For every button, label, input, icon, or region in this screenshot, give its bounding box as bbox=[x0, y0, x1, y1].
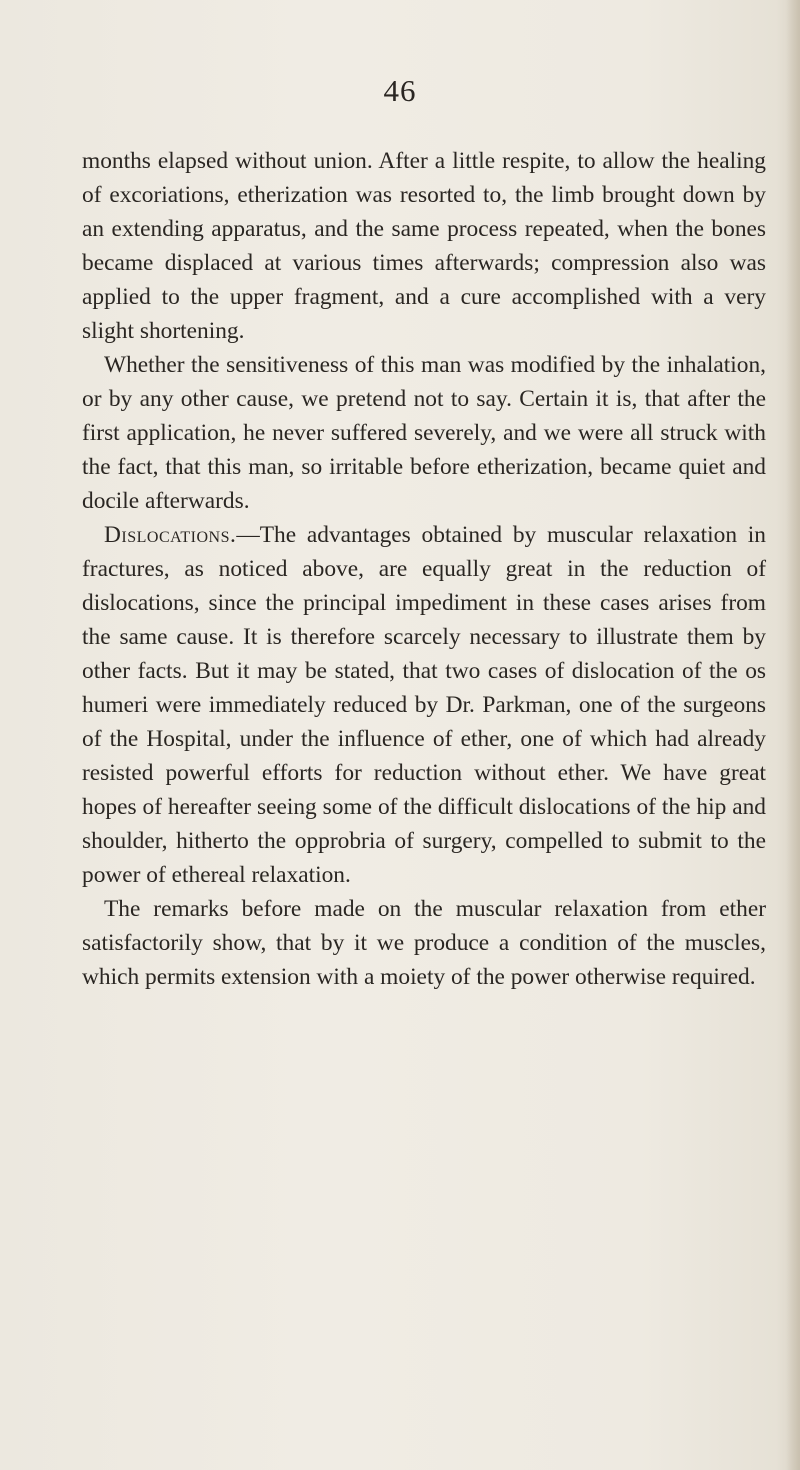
paragraph-text: Whether the sensitiveness of this man was modified by the inhalation, or by any other cause, we pretend not to say. Certain it is, that after the first application, he never suffered severely, and we were all struck with the fact, that this man, so irritable before etherization, became quiet and docile afterwards. bbox=[82, 352, 766, 514]
paragraph bbox=[82, 892, 766, 994]
paragraph-continuation bbox=[82, 144, 766, 348]
paragraph-dislocations bbox=[82, 518, 766, 892]
paragraph-text: months elapsed without union. After a little respite, to allow the healing of excoriations, etherization was resorted to, the limb brought down by an extending apparatus, and the same process repeated, when the bones became displaced at various times afterwards; compression also was applied to the upper fragment, and a cure accomplished with a very slight shortening. bbox=[82, 148, 766, 344]
paragraph-text: The remarks before made on the muscular relaxation from ether satisfactorily show, that by it we produce a condition of the muscles, which permits extension with a moiety of the power otherwise required. bbox=[82, 896, 766, 990]
paragraph bbox=[82, 348, 766, 518]
page-number: 46 bbox=[383, 73, 417, 108]
section-heading-dislocations: Dislocations. bbox=[104, 522, 237, 548]
paragraph-text: —The advantages obtained by muscular relaxation in fractures, as noticed above, are equally great in the reduction of dislocations, since the principal impediment in these cases arises from the same cause. It is therefore scarcely necessary to illustrate them by other facts. But it may be stated, that two cases of dislocation of the os humeri were immediately reduced by Dr. Parkman, one of the surgeons of the Hospital, under the influence of ether, one of which had already resisted powerful efforts for reduction without ether. We have great hopes of hereafter seeing some of the difficult dislocations of the hip and shoulder, hitherto the opprobria of surgery, compelled to submit to the power of ethereal relaxation. bbox=[82, 522, 766, 888]
body-text bbox=[82, 144, 766, 994]
page-edge-shadow bbox=[786, 0, 800, 1470]
